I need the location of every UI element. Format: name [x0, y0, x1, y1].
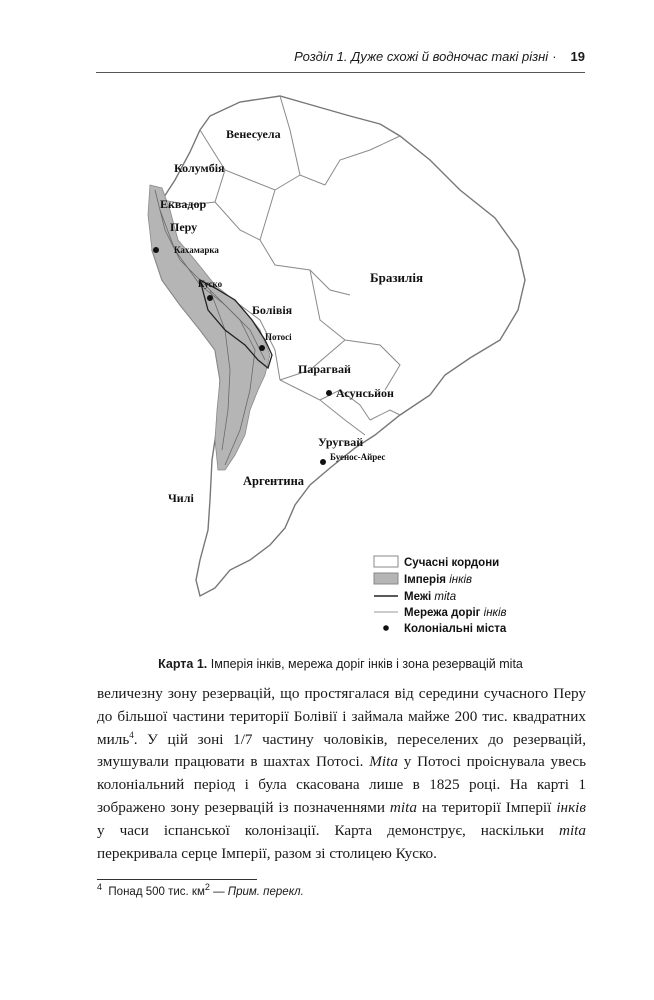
label-cajamarca: Кахамарка: [174, 245, 219, 255]
paragraph: величезну зону резервацій, що простягалася від середини сучасного Перу до більшої частини території Болівії і займала майже 200 тис. квадратних миль$^4$. У цій зоні 1/7 частину чоловіків, переселених до резервацій, змушували працювати в шахтах Потосі. Mita у Потосі проіснувала увесь колоніальний період і була скасована лише в 1825 році. На карті 1 зображено зону резервацій із позначеннями mita на території Імперії інків у часи іспанської колонізації. Карта демонструє, наскільки mita перекривала серце Імперії, разом зі столицею Куско.: [97, 685, 586, 862]
footnote: $^4$ Понад 500 тис. $км^2$ — Прим. перекл.: [97, 882, 304, 898]
body-text: [97, 683, 586, 865]
city-dot-cajamarca: [153, 247, 159, 253]
legend-mita: Межі mita: [404, 591, 457, 603]
legend-roads: Мережа доріг інків: [404, 607, 507, 619]
label-argentina: Аргентина: [243, 474, 305, 488]
header-rule: [96, 72, 585, 73]
label-cusco: Куско: [198, 279, 223, 289]
header-separator: ·: [552, 49, 557, 64]
legend-swatch-empire: [374, 573, 398, 584]
legend-borders: Сучасні кордони: [404, 557, 500, 569]
label-colombia: Колумбія: [174, 161, 225, 175]
footnote-rule: [97, 879, 257, 880]
caption-label: Карта 1.: [158, 657, 208, 671]
label-brazil: Бразилія: [370, 270, 423, 285]
label-paraguay: Парагвай: [298, 362, 351, 376]
label-chile: Чилі: [168, 491, 194, 505]
map-caption: [96, 657, 585, 671]
map-legend: [374, 556, 507, 635]
label-ecuador: Еквадор: [160, 197, 207, 211]
label-venezuela: Венесуела: [226, 127, 281, 141]
label-bolivia: Болівія: [252, 303, 293, 317]
south-america-map: [100, 90, 580, 660]
label-uruguay: Уругвай: [318, 435, 364, 449]
city-dot-asuncion: [326, 390, 332, 396]
legend-cities: Колоніальні міста: [404, 623, 507, 635]
label-potosi: Потосі: [265, 332, 292, 342]
caption-text: Імперія інків, мережа доріг інків і зона резервацій mita: [210, 657, 523, 671]
city-dot-buenos-aires: [320, 459, 326, 465]
legend-swatch-borders: [374, 556, 398, 567]
city-dot-cusco: [207, 295, 213, 301]
footnote-ref: 4: [129, 729, 134, 740]
city-dot-potosi: [259, 345, 265, 351]
page-number: 19: [570, 49, 585, 64]
legend-swatch-cities: [383, 625, 389, 631]
label-buenos-aires: Буенос-Айрес: [330, 452, 386, 462]
chapter-title: Розділ 1. Дуже схожі й водночас такі різні: [294, 49, 549, 64]
label-asuncion: Асунсьйон: [336, 386, 394, 400]
footnote-number: 4: [97, 882, 103, 893]
running-head: [96, 49, 585, 73]
legend-empire: Імперія інків: [404, 574, 473, 586]
label-peru: Перу: [170, 220, 198, 234]
